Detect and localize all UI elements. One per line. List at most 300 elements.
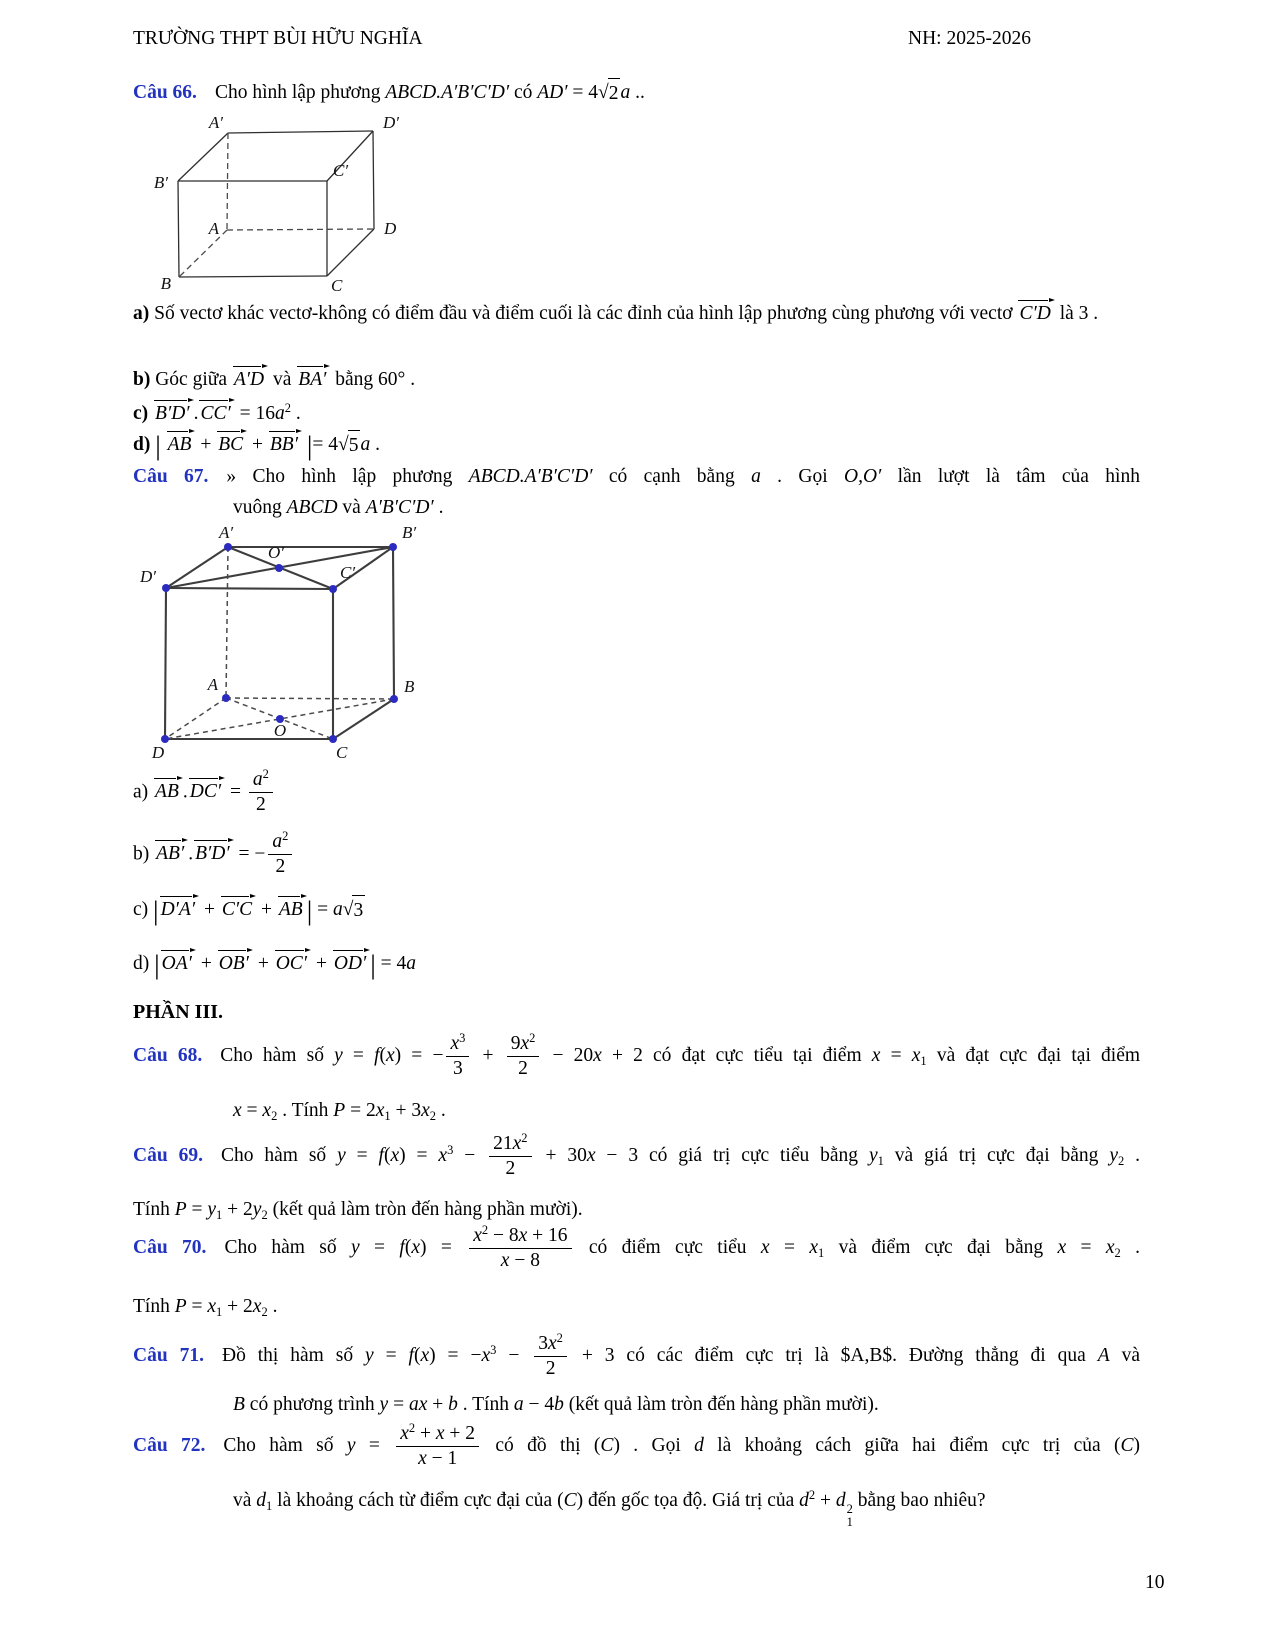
- text-run: Cho hàm số: [220, 1145, 338, 1167]
- text-run: = 16: [234, 403, 275, 424]
- text-run: 9: [510, 1033, 521, 1054]
- text-run: ..: [630, 82, 645, 103]
- text-run: = 4: [375, 953, 407, 974]
- text-run: . Gọi: [760, 466, 844, 487]
- page-number: 10: [1145, 1572, 1165, 1593]
- math-run: x: [411, 1237, 420, 1259]
- vertex-label-a: A: [207, 675, 218, 694]
- math-run: C: [600, 1435, 614, 1457]
- math-run: x: [386, 1045, 395, 1067]
- question-67-line1-runs: [226, 466, 1140, 487]
- text-run: ) =: [419, 1237, 467, 1259]
- math-run: f: [408, 1345, 414, 1367]
- question-66-item-d: [133, 427, 1140, 461]
- cube-solid-edges: [165, 547, 394, 739]
- text-run: có đồ thị (: [482, 1435, 601, 1457]
- text-run: = 4: [567, 82, 599, 103]
- text-run: c): [133, 899, 154, 920]
- math-run: y: [252, 1199, 262, 1220]
- text-run: = 4: [312, 434, 339, 455]
- question-67-label: Câu 67.: [133, 466, 209, 487]
- text-run: có điểm cực tiểu: [574, 1237, 761, 1259]
- text-run: ) = −: [394, 1045, 444, 1067]
- text-run: Cho hàm số: [224, 1237, 351, 1259]
- vertex-label-a: A: [208, 219, 219, 238]
- vector-run: D′A′: [159, 892, 200, 920]
- math-run: x: [871, 1045, 881, 1067]
- abs-bar: |: [155, 429, 161, 461]
- text-run: .: [1120, 1237, 1141, 1259]
- header-school-year: NH: 2025-2026: [908, 28, 1031, 49]
- vertex-label-a-prime: A′: [218, 523, 234, 542]
- question-67-item-a: [133, 768, 1140, 818]
- math-run: ax: [408, 1394, 428, 1415]
- question-71-line1-runs: [221, 1331, 1140, 1380]
- text-run: Cho hình lập phương: [214, 82, 386, 103]
- question-67-item-d: [133, 946, 1140, 979]
- text-run: Cho hàm số: [223, 1435, 347, 1457]
- text-run: 21: [493, 1133, 513, 1154]
- abs-bar: |: [306, 894, 313, 926]
- text-run: +: [427, 1394, 449, 1415]
- text-run: =: [373, 1345, 409, 1367]
- cube-vertex-dots: [161, 543, 398, 743]
- cube-figure-q67: [138, 520, 448, 765]
- text-run: có cạnh bằng: [592, 466, 752, 487]
- fraction: [249, 768, 273, 818]
- math-run: x: [400, 1423, 409, 1444]
- text-run: −: [453, 1145, 487, 1167]
- text-run: + 16: [527, 1225, 568, 1246]
- subscript: 2: [261, 1208, 268, 1222]
- subscript: 2: [271, 1109, 278, 1123]
- text-run: =: [342, 1045, 375, 1067]
- text-run: − 8: [509, 1250, 540, 1272]
- text-run: 2: [275, 856, 286, 878]
- text-run: và: [233, 1490, 257, 1511]
- text-run: + 2: [222, 1296, 253, 1317]
- fraction: [489, 1132, 531, 1182]
- vector-run: BA′: [296, 362, 330, 390]
- math-run: b: [554, 1394, 564, 1415]
- math-run: x: [262, 1100, 272, 1121]
- text-run: +: [199, 899, 220, 920]
- math-run: A: [1097, 1345, 1110, 1367]
- math-run: x: [450, 1033, 460, 1054]
- vector-run: AB: [166, 427, 196, 455]
- text-run: =: [769, 1237, 810, 1259]
- text-run: Đồ thị hàm số: [221, 1345, 366, 1367]
- fraction: [396, 1422, 479, 1472]
- superscript: 2: [262, 767, 269, 781]
- math-run: x: [207, 1296, 217, 1317]
- question-71-line2: [133, 1390, 1140, 1420]
- math-run: x: [911, 1045, 921, 1067]
- text-run: .: [188, 843, 194, 865]
- superscript: 2: [284, 401, 291, 415]
- question-69-line1: [133, 1132, 1140, 1182]
- math-run: x: [375, 1100, 385, 1121]
- vector-run: OC′: [274, 946, 311, 974]
- text-run: có: [509, 82, 538, 103]
- text-run: +: [472, 1045, 504, 1067]
- text-run: 3: [453, 1058, 463, 1080]
- text-run: ): [1133, 1435, 1141, 1457]
- math-run: x: [1105, 1237, 1115, 1259]
- fraction: [469, 1224, 571, 1274]
- text-run: + 2: [444, 1423, 476, 1444]
- subscript: 2: [1114, 1246, 1121, 1261]
- question-67-item-b: [133, 830, 1140, 880]
- question-72-line1-runs: [223, 1421, 1141, 1470]
- math-run: d: [694, 1435, 704, 1457]
- math-run: x: [421, 1100, 430, 1121]
- subscript: 2: [261, 1305, 268, 1319]
- math-run: x: [520, 1033, 530, 1054]
- superscript: 2: [808, 1488, 816, 1502]
- vector-run: C′D: [1017, 296, 1054, 324]
- vertex-label-c-prime: C′: [333, 161, 349, 180]
- sqrt-expression: √ 3: [343, 895, 365, 926]
- math-run: y: [1109, 1145, 1118, 1167]
- text-run: 2: [518, 1058, 528, 1080]
- math-run: f: [399, 1237, 405, 1259]
- superscript: 3: [447, 1143, 454, 1158]
- cube-hidden-edges: [179, 133, 374, 277]
- text-run: .: [1124, 1145, 1141, 1167]
- text-run: +: [195, 953, 217, 974]
- math-run: x: [418, 1448, 427, 1470]
- vertex-label-d-prime: D′: [383, 113, 399, 132]
- subscript: 1: [216, 1208, 223, 1222]
- question-66-item-b: [133, 362, 1140, 395]
- text-run: − 8: [488, 1225, 519, 1246]
- math-run: AD′: [537, 82, 568, 103]
- subscript: 1: [266, 1499, 273, 1513]
- text-run: +: [311, 953, 332, 974]
- math-run: a: [751, 466, 761, 487]
- text-run: +: [415, 1423, 436, 1444]
- text-run: (: [404, 1237, 412, 1259]
- header-school-name: TRƯỜNG THPT BÙI HỮU NGHĨA: [133, 28, 423, 49]
- text-run: . Tính: [457, 1394, 514, 1415]
- question-66-item-a: [133, 296, 1140, 329]
- question-69-line1-runs: [220, 1131, 1141, 1180]
- vector-run: OD′: [332, 946, 370, 974]
- fraction: [268, 830, 292, 880]
- math-run: x: [593, 1045, 602, 1067]
- text-run: =: [186, 1296, 208, 1317]
- math-run: a: [333, 899, 343, 920]
- subscript: 2: [1117, 1154, 1125, 1169]
- text-run: =: [312, 899, 334, 920]
- text-run: .: [370, 434, 380, 455]
- text-run: lần lượt là tâm của hình: [881, 466, 1140, 487]
- subscript: 1: [216, 1305, 223, 1319]
- question-72-line2: [133, 1486, 1140, 1529]
- text-run: và: [337, 497, 366, 518]
- vector-run: B′D′: [193, 836, 234, 864]
- text-run: Góc giữa: [150, 369, 232, 390]
- vertex-label-d: D: [151, 743, 165, 762]
- text-run: ) = −: [429, 1345, 482, 1367]
- math-run: B: [233, 1394, 245, 1415]
- math-run: x: [473, 1225, 482, 1246]
- superscript: 2: [529, 1031, 536, 1045]
- vertex-label-d-prime: D′: [140, 567, 156, 586]
- text-run: − 4: [523, 1394, 555, 1415]
- vector-run: AB′: [154, 836, 188, 864]
- text-run: .: [436, 1100, 446, 1121]
- text-run: 2: [545, 1358, 556, 1380]
- math-run: y: [379, 1394, 389, 1415]
- text-run: = −: [233, 843, 266, 865]
- text-run: =: [355, 1435, 394, 1457]
- bold-run: a): [133, 303, 150, 324]
- question-66-intro-runs: [215, 82, 645, 103]
- text-run: = 2: [345, 1100, 376, 1121]
- text-run: +: [256, 899, 277, 920]
- math-run: a: [252, 769, 263, 790]
- question-70-line2: [133, 1292, 1140, 1322]
- text-run: ) . Gọi: [613, 1435, 695, 1457]
- vector-run: DC′: [188, 774, 225, 802]
- text-run: + 30: [534, 1145, 587, 1167]
- text-run: d): [133, 953, 155, 974]
- text-run: Tính: [133, 1296, 175, 1317]
- text-run: −: [496, 1345, 532, 1367]
- text-run: + 2 có đạt cực tiểu tại điểm: [601, 1045, 872, 1067]
- text-run: Cho hàm số: [220, 1045, 335, 1067]
- math-run: x: [233, 1100, 242, 1121]
- cube-solid-edges: [178, 131, 374, 277]
- question-70-line1-runs: [224, 1223, 1141, 1272]
- abs-bar: |: [306, 429, 313, 461]
- math-run: y: [334, 1045, 343, 1067]
- question-68-line1-runs: [220, 1031, 1141, 1080]
- sqrt-expression: √ 2: [598, 78, 620, 109]
- math-run: x: [481, 1345, 491, 1367]
- sub-sup: 2 1: [846, 1502, 853, 1530]
- text-run: (kết quả làm tròn đến hàng phần mười).: [563, 1394, 879, 1415]
- superscript: 2: [408, 1421, 416, 1435]
- abs-bar: |: [370, 948, 376, 980]
- math-run: P: [174, 1199, 187, 1220]
- question-71-label: Câu 71.: [133, 1345, 204, 1367]
- text-run: 2: [505, 1158, 516, 1180]
- vector-run: AB: [277, 892, 307, 920]
- text-run: bằng bao nhiêu?: [852, 1490, 986, 1511]
- math-run: y: [868, 1145, 878, 1167]
- math-run: x: [512, 1133, 522, 1154]
- math-run: ABCD.A′B′C′D′: [468, 466, 593, 487]
- text-run: Số vectơ khác vectơ-không có điểm đầu và điểm cuối là các đỉnh của hình lập phương cùng phương với vectơ: [149, 303, 1018, 324]
- text-run: +: [195, 434, 217, 455]
- question-68-label: Câu 68.: [133, 1045, 203, 1067]
- math-run: y: [365, 1345, 374, 1367]
- question-70-line1: [133, 1224, 1140, 1274]
- vertex-label-c-prime: C′: [340, 563, 356, 582]
- vertex-label-o: O: [273, 721, 287, 740]
- text-run: .: [182, 781, 188, 803]
- text-run: − 1: [426, 1448, 458, 1470]
- math-run: x: [500, 1250, 510, 1272]
- text-run: .: [290, 403, 301, 424]
- vector-run: OA′: [160, 946, 196, 974]
- math-run: P: [174, 1296, 187, 1317]
- math-run: ABCD: [286, 497, 338, 518]
- superscript: 2: [481, 1223, 489, 1237]
- math-run: f: [378, 1145, 384, 1167]
- text-run: là 3 .: [1054, 303, 1099, 324]
- math-run: O,O′: [843, 466, 882, 487]
- math-run: C: [563, 1490, 577, 1511]
- text-run: + 3 có các điểm cực trị là $A,B$. Đường thẳng đi qua: [569, 1345, 1098, 1367]
- math-run: x: [252, 1296, 262, 1317]
- vertex-label-b-prime: B′: [153, 173, 168, 192]
- text-run: b): [133, 843, 155, 865]
- math-run: x: [518, 1225, 528, 1246]
- math-run: d: [256, 1490, 267, 1511]
- text-run: .: [193, 403, 199, 424]
- math-run: x: [390, 1145, 400, 1167]
- math-run: f: [374, 1045, 380, 1067]
- math-run: x: [760, 1237, 770, 1259]
- superscript: 3: [490, 1343, 497, 1358]
- math-run: a: [360, 434, 371, 455]
- vector-run: AB: [153, 774, 183, 802]
- question-69-line2: [133, 1195, 1140, 1225]
- fraction: [534, 1332, 567, 1382]
- text-run: và: [1109, 1345, 1140, 1367]
- text-run: 3: [538, 1333, 548, 1354]
- text-run: =: [241, 1100, 263, 1121]
- question-66-intro: [133, 78, 1140, 109]
- text-run: (: [379, 1045, 386, 1067]
- math-run: a: [513, 1394, 524, 1415]
- subscript: 1: [877, 1154, 884, 1169]
- text-run: có phương trình: [244, 1394, 380, 1415]
- question-67-item-c: [133, 892, 1140, 926]
- math-run: d: [799, 1490, 809, 1511]
- bold-run: c): [133, 403, 149, 424]
- vertex-label-b-prime: B′: [402, 523, 417, 542]
- math-run: y: [337, 1145, 346, 1167]
- text-run: Tính: [133, 1199, 175, 1220]
- text-run: ) =: [399, 1145, 439, 1167]
- text-run: .: [433, 497, 444, 518]
- text-run: là khoảng cách giữa hai điểm cực trị của (: [703, 1435, 1121, 1457]
- text-run: (kết quả làm tròn đến hàng phần mười).: [267, 1199, 583, 1220]
- subscript: 1: [920, 1054, 927, 1069]
- abs-bar: |: [153, 894, 159, 926]
- math-run: y: [207, 1199, 217, 1220]
- question-68-line2: [133, 1096, 1140, 1126]
- text-run: +: [247, 434, 268, 455]
- text-run: a): [133, 781, 154, 803]
- abs-bar: |: [154, 948, 160, 980]
- fraction: [446, 1032, 469, 1082]
- math-run: x: [438, 1145, 448, 1167]
- section-3-heading: PHẦN III.: [133, 1001, 224, 1023]
- math-run: x: [1057, 1237, 1067, 1259]
- question-72-line1: [133, 1422, 1140, 1472]
- math-run: y: [346, 1435, 356, 1457]
- text-run: + 2: [222, 1199, 253, 1220]
- text-run: +: [815, 1490, 836, 1511]
- math-run: y: [350, 1237, 360, 1259]
- cube-vertex-labels: [154, 113, 399, 294]
- math-run: a: [620, 82, 631, 103]
- text-run: +: [252, 953, 274, 974]
- text-run: .: [267, 1296, 278, 1317]
- text-run: . Tính: [277, 1100, 334, 1121]
- text-run: =: [345, 1145, 379, 1167]
- superscript: 2: [556, 1331, 563, 1345]
- vertex-label-d: D: [384, 219, 397, 238]
- text-run: và giá trị cực đại bằng: [883, 1145, 1110, 1167]
- vector-run: BC: [216, 427, 247, 455]
- subscript: 1: [384, 1109, 391, 1123]
- math-run: x: [548, 1333, 557, 1354]
- text-run: vuông: [233, 497, 287, 518]
- math-run: a: [406, 953, 417, 974]
- question-67-line1: [133, 462, 1140, 492]
- text-run: − 3 có giá trị cực tiểu bằng: [595, 1145, 869, 1167]
- text-run: (: [383, 1145, 391, 1167]
- text-run: − 20: [542, 1045, 594, 1067]
- cube-hidden-edges: [165, 547, 394, 739]
- text-run: =: [359, 1237, 400, 1259]
- vertex-label-c: C: [336, 743, 348, 762]
- math-run: C: [1120, 1435, 1134, 1457]
- vertex-label-b: B: [160, 274, 171, 293]
- text-run: =: [1066, 1237, 1106, 1259]
- vertex-label-b: B: [404, 677, 415, 696]
- math-run: x: [435, 1423, 445, 1444]
- text-run: » Cho hình lập phương: [226, 466, 469, 487]
- vector-run: BB′: [268, 427, 302, 455]
- text-run: bằng 60° .: [330, 369, 416, 390]
- bold-run: b): [133, 369, 151, 390]
- subscript: 2: [429, 1109, 437, 1123]
- text-run: ) đến gốc tọa độ. Giá trị của: [576, 1490, 800, 1511]
- question-69-label: Câu 69.: [133, 1145, 203, 1167]
- bold-run: d): [133, 434, 151, 455]
- vertex-label-a-prime: A′: [208, 113, 223, 132]
- vector-run: C′C: [220, 892, 256, 920]
- text-run: và điểm cực đại bằng: [824, 1237, 1058, 1259]
- text-run: + 3: [390, 1100, 422, 1121]
- vertex-label-o-prime: O′: [268, 543, 284, 562]
- math-run: ABCD.A′B′C′D′: [385, 82, 510, 103]
- text-run: =: [186, 1199, 208, 1220]
- fraction: [507, 1032, 540, 1082]
- math-run: A′B′C′D′: [365, 497, 434, 518]
- math-run: b: [448, 1394, 458, 1415]
- vector-run: OB′: [217, 946, 253, 974]
- vector-run: A′D: [232, 362, 268, 390]
- superscript: 3: [459, 1031, 466, 1045]
- text-run: =: [880, 1045, 912, 1067]
- cube-figure-q66: [135, 112, 475, 294]
- text-run: và: [268, 369, 297, 390]
- text-run: (: [413, 1345, 421, 1367]
- text-run: và đạt cực đại tại điểm: [926, 1045, 1141, 1067]
- text-run: 2: [255, 794, 266, 816]
- text-run: là khoảng cách từ điểm cực đại của (: [272, 1490, 564, 1511]
- question-68-line1: [133, 1032, 1140, 1082]
